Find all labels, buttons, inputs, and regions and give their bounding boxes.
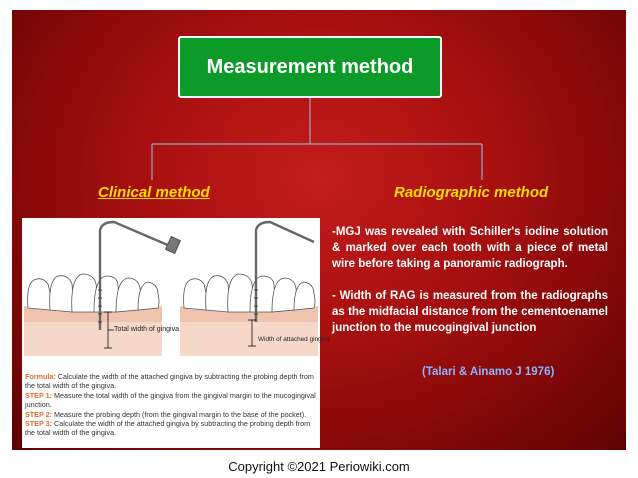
step-1	[25, 391, 317, 410]
step-1-label: STEP 1:	[25, 390, 53, 400]
description-paragraph-1: -MGJ was revealed with Schiller's iodine solution & marked over each tooth with a piece of metal wire before taking a panoramic radiograph.	[332, 226, 608, 270]
formula-line	[25, 372, 317, 391]
description-paragraph-2: - Width of RAG is measured from the radiographs as the midfacial distance from the cementoenamel junction to the mucogingival junction	[332, 290, 608, 334]
step-3-label: STEP 3:	[25, 419, 53, 429]
attached-width-label: Width of attached gingiva	[258, 336, 330, 343]
step-2-label: STEP 2:	[25, 409, 53, 419]
title-box	[178, 36, 442, 98]
radiographic-method-heading: Radiographic method	[394, 184, 549, 201]
gingiva-measurement-figure	[22, 218, 330, 448]
citation: (Talari & Ainamo J 1976)	[422, 366, 555, 378]
formula-label: Formula:	[25, 372, 56, 381]
total-width-label: Total width of gingiva	[114, 326, 179, 333]
step-3	[25, 419, 317, 438]
slide-title: Measurement method	[206, 55, 414, 78]
step-2	[25, 410, 317, 419]
step-3-text: Calculate the width of the attached gingiva by subtracting the probing depth from the total width of the gingiva.	[25, 419, 311, 438]
step-2-text: Measure the probing depth (from the gingival margin to the base of the pocket).	[54, 409, 307, 419]
radiographic-description	[332, 224, 608, 336]
copyright-footer: Copyright ©2021 Periowiki.com	[228, 459, 410, 474]
step-1-text: Measure the total width of the gingiva from the gingival margin to the mucogingival junction.	[25, 390, 316, 410]
slide	[12, 10, 626, 450]
formula-steps	[25, 372, 317, 438]
teeth-illustration	[22, 218, 320, 368]
formula-text: Calculate the width of the attached gingiva by subtracting the probing depth from the total width of the gingiva.	[25, 372, 314, 391]
clinical-method-heading: Clinical method	[98, 184, 210, 201]
